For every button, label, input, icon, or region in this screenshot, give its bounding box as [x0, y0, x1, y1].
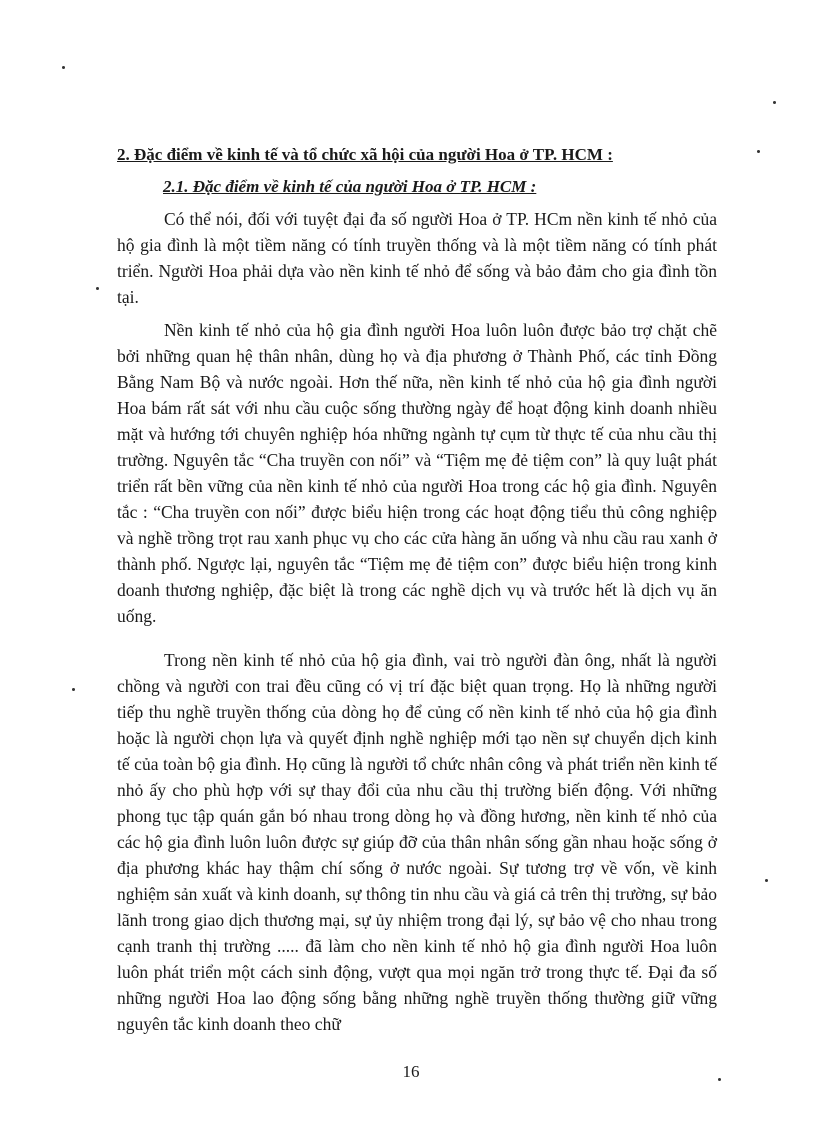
scan-speck: [718, 1078, 721, 1081]
section-heading: 2. Đặc điểm về kinh tế và tổ chức xã hội của người Hoa ở TP. HCM :: [117, 145, 613, 164]
scan-speck: [773, 101, 776, 104]
scan-speck: [72, 688, 75, 691]
paragraph-3: Trong nền kinh tế nhỏ của hộ gia đình, vai trò người đàn ông, nhất là người chồng và người con trai đều cũng có vị trí đặc biệt quan trọng. Họ là những người tiếp thu nghề truyền thống của dòng họ để củng cố nền kinh tế nhỏ của hộ gia đình hoặc là người chọn lựa và quyết định nghề nghiệp mới tạo nền sự chuyển dịch kinh tế của toàn bộ gia đình. Họ cũng là người tổ chức nhân công và phát triển nền kinh tế nhỏ ấy cho phù hợp với sự thay đổi của nhu cầu thị trường biến động. Với những phong tục tập quán gắn bó nhau trong dòng họ và đồng hương, nền kinh tế nhỏ của các hộ gia đình luôn luôn được sự giúp đỡ của thân nhân sống gần nhau hoặc sống ở địa phương khác hay thậm chí sống ở nước ngoài. Sự tương trợ về vốn, về kinh nghiệm sản xuất và kinh doanh, sự thông tin nhu cầu và giá cả trên thị trường, sự bảo lãnh trong giao dịch thương mại, sự ủy nhiệm trong đại lý, sự bảo vệ cho nhau trong cạnh tranh thị trường ..... đã làm cho nền kinh tế nhỏ hộ gia đình người Hoa luôn luôn phát triển một cách sinh động, vượt qua mọi ngăn trở trong thực tế. Đại đa số những người Hoa lao động sống bằng những nghề truyền thống thường giữ vững nguyên tắc kinh doanh theo chữ: [117, 650, 717, 1034]
paragraph-2: Nền kinh tế nhỏ của hộ gia đình người Hoa luôn luôn được bảo trợ chặt chẽ bởi những quan hệ thân nhân, dùng họ và địa phương ở Thành Phố, các tỉnh Đồng Bằng Nam Bộ và nước ngoài. Hơn thế nữa, nền kinh tế nhỏ của hộ gia đình người Hoa bám rất sát với nhu cầu cuộc sống thường ngày để hoạt động kinh doanh nhiều mặt và hướng tới chuyên nghiệp hóa những ngành tự cụm từ thực tế của nhu cầu thị trường. Nguyên tắc “Cha truyền con nối” và “Tiệm mẹ đẻ tiệm con” là quy luật phát triển rất bền vững của nền kinh tế nhỏ của người Hoa trong các hộ gia đình. Nguyên tắc : “Cha truyền con nối” được biểu hiện trong các hoạt động tiểu thủ công nghiệp và nghề trồng trọt rau xanh phục vụ cho các cửa hàng ăn uống và nhu cầu rau xanh ở thành phố. Ngược lại, nguyên tắc “Tiệm mẹ đẻ tiệm con” được biểu hiện trong kinh doanh thương nghiệp, đặc biệt là trong các nghề dịch vụ và trước hết là dịch vụ ăn uống.: [117, 320, 717, 626]
paragraph-1: Có thể nói, đối với tuyệt đại đa số người Hoa ở TP. HCm nền kinh tế nhỏ của hộ gia đình là một tiềm năng có tính truyền thống và là một tiềm năng có tính phát triển. Người Hoa phải dựa vào nền kinh tế nhỏ để sống và bảo đảm cho gia đình tồn tại.: [117, 209, 717, 307]
scan-speck: [757, 150, 760, 153]
scan-speck: [96, 287, 99, 290]
subsection-heading: 2.1. Đặc điểm về kinh tế của người Hoa ở TP. HCM :: [163, 177, 537, 196]
page-number: 16: [402, 1062, 420, 1081]
scan-speck: [62, 66, 65, 69]
scan-speck: [765, 879, 768, 882]
